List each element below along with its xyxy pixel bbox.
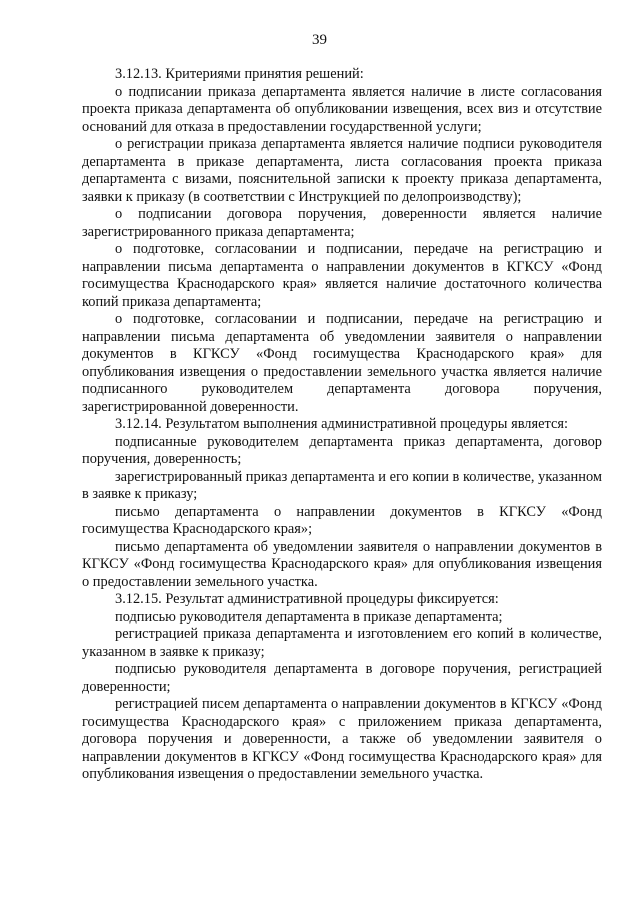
paragraph-criteria-heading: 3.12.13. Критериями принятия решений: — [115, 66, 364, 82]
paragraph: о регистрации приказа департамента является наличие подписи руководителя департамента в приказе департамента, листа согласования проекта приказа департамента с визами, пояснительной записки к проекту приказа департамента, заявки к приказу (в соответствии с Инструкцией по делопроизводству); — [82, 136, 602, 205]
paragraph: о подписании договора поручения, доверенности является наличие зарегистрированного приказа департамента; — [82, 206, 602, 240]
paragraph: регистрацией писем департамента о направлении документов в КГКСУ «Фонд госимущества Краснодарского края» с приложением приказа департамента, договора поручения и доверенности, а также об уведомлении заявителя о направлении документов в КГКСУ «Фонд госимущества Краснодарского края» для опубликования извещения о предоставлении земельного участка. — [82, 696, 602, 782]
paragraph: письмо департамента об уведомлении заявителя о направлении документов в КГКСУ «Фонд госимущества Краснодарского края» для опубликования извещения о предоставлении земельного участка. — [82, 538, 602, 590]
page-number: 39 — [312, 32, 327, 48]
paragraph: зарегистрированный приказ департамента и его копии в количестве, указанном в заявке к приказу; — [82, 468, 602, 502]
paragraph: письмо департамента о направлении документов в КГКСУ «Фонд госимущества Краснодарского края»; — [82, 503, 602, 537]
paragraph: регистрацией приказа департамента и изготовлением его копий в количестве, указанном в заявке к приказу; — [82, 626, 602, 660]
paragraph: о подготовке, согласовании и подписании, передаче на регистрацию и направлении письма департамента об уведомлении заявителя о направлении документов в КГКСУ «Фонд госимущества Краснодарского края» для опубликования извещения о предоставлении земельного участка является наличие подписанного руководителем департамента договора поручения, зарегистрированной доверенности. — [82, 311, 602, 415]
paragraph: подписью руководителя департамента в приказе департамента; — [115, 608, 503, 625]
paragraph: подписью руководителя департамента в договоре поручения, регистрацией доверенности; — [82, 661, 602, 695]
document-body — [82, 66, 602, 784]
paragraph-result-heading: 3.12.14. Результатом выполнения административной процедуры является: — [115, 416, 568, 432]
paragraph: подписанные руководителем департамента приказ департамента, договор поручения, доверенность; — [82, 433, 602, 467]
paragraph: о подписании приказа департамента является наличие в листе согласования проекта приказа департамента об опубликовании извещения, всех виз и отсутствие оснований для отказа в предоставлении государственной услуги; — [82, 83, 602, 135]
paragraph: о подготовке, согласовании и подписании, передаче на регистрацию и направлении письма департамента о направлении документов в КГКСУ «Фонд госимущества Краснодарского края» является наличие достаточного количества копий приказа департамента; — [82, 241, 602, 310]
paragraph-fixation-heading: 3.12.15. Результат административной процедуры фиксируется: — [115, 591, 499, 607]
